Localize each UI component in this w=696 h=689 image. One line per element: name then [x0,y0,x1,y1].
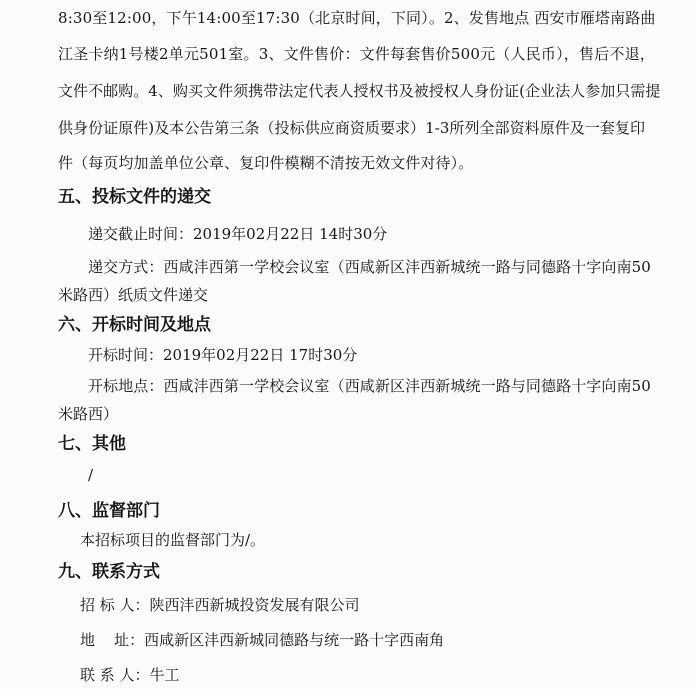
intro-line-2: 江圣卡纳1号楼2单元501室。3、文件售价：文件每套售价500元（人民币），售后不退， [58,45,655,63]
tenderer-line: 招 标 人：陕西沣西新城投资发展有限公司 [80,596,360,614]
opening-place-line-1: 开标地点：西咸沣西第一学校会议室（西咸新区沣西新城统一路与同德路十字向南50 [88,377,651,395]
submission-method-line-2: 米路西）纸质文件递交 [58,286,209,304]
intro-line-1: 8:30至12:00，下午14:00至17:30（北京时间，下同）。2、发售地点 西安市雁塔南路曲 [58,9,656,27]
intro-line-5: 件（每页均加盖单位公章、复印件模糊不清按无效文件对待）。 [58,154,474,172]
other-content: / [88,466,94,484]
address-line: 地 址：西咸新区沣西新城同德路与统一路十字西南角 [80,631,445,649]
section-5-heading: 五、投标文件的递交 [58,187,211,207]
section-8-heading: 八、监督部门 [58,501,160,521]
supervision-content: 本招标项目的监督部门为/。 [80,531,266,549]
intro-line-4: 供身份证原件)及本公告第三条（投标供应商资质要求）1-3所列全部资料原件及一套复印 [58,119,646,137]
opening-place-line-2: 米路西） [58,405,119,423]
opening-time: 开标时间：2019年02月22日 17时30分 [88,346,358,364]
intro-line-3: 文件不邮购。4、购买文件须携带法定代表人授权书及被授权人身份证(企业法人参加只需提 [58,82,661,100]
submission-method-line-1: 递交方式：西咸沣西第一学校会议室（西咸新区沣西新城统一路与同德路十字向南50 [88,258,651,276]
contact-line: 联 系 人：牛工 [80,666,180,684]
submission-deadline: 递交截止时间：2019年02月22日 14时30分 [88,225,388,243]
section-9-heading: 九、联系方式 [58,562,160,582]
section-6-heading: 六、开标时间及地点 [58,315,211,335]
section-7-heading: 七、其他 [58,434,126,454]
